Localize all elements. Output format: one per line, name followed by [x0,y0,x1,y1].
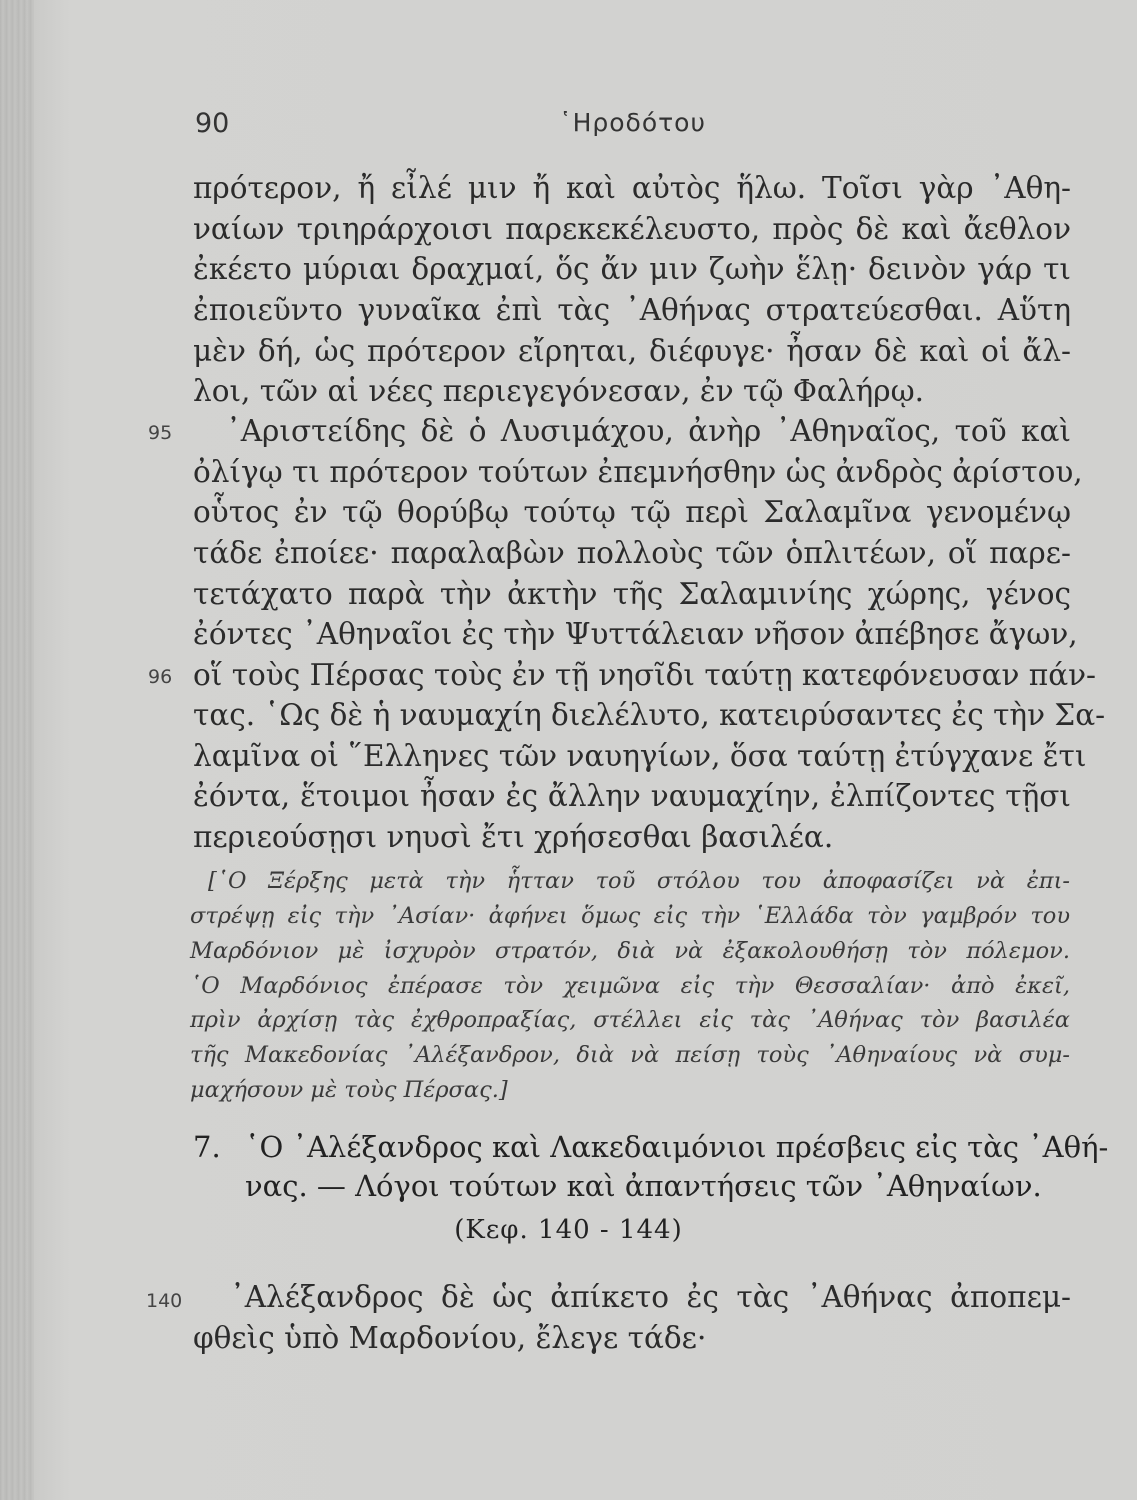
text-line: λοι, τῶν αἱ νέες περιεγεγόνεσαν, ἐν τῷ Φαλήρῳ. [193,374,925,408]
line-number: 96 [148,666,173,688]
text-line: λαμῖνα οἱ ῞Ελληνες τῶν ναυηγίων, ὅσα ταύτῃ ἐτύγχανε ἔτι [193,739,1087,773]
section-title-line: νας. — Λόγοι τούτων καὶ ἀπαντήσεις τῶν ᾿Αθηναίων. [245,1169,1042,1203]
text-line: οὗτος ἐν τῷ θορύβῳ τούτῳ τῷ περὶ Σαλαμῖνα γενομένῳ [193,495,1071,529]
text-line: ἐόντα, ἕτοιμοι ἦσαν ἐς ἄλλην ναυμαχίην, ἐλπίζοντες τῇσι [193,779,1071,813]
text-line: πρότερον, ἤ εἶλέ μιν ἤ καὶ αὐτὸς ἥλω. Τοῖσι γὰρ ᾿Αθη- [193,171,1071,205]
note-line: μαχήσουν μὲ τοὺς Πέρσας.] [190,1077,508,1103]
running-head: ῾Ηροδότου [559,108,706,137]
text-line: ὀλίγῳ τι πρότερον τούτων ἐπεμνήσθην ὡς ἀνδρὸς ἀρίστου, [193,455,1083,489]
text-line: ᾿Αριστείδης δὲ ὁ Λυσιμάχου, ἀνὴρ ᾿Αθηναῖος, τοῦ καὶ [226,414,1071,448]
text-line: μὲν δή, ὡς πρότερον εἴρηται, διέφυγε· ἦσαν δὲ καὶ οἱ ἄλ- [193,334,1071,368]
page-number: 90 [195,108,230,139]
line-number: 140 [146,1290,183,1312]
text-line: τάδε ἐποίεε· παραλαβὼν πολλοὺς τῶν ὁπλιτέων, οἵ παρε- [193,536,1071,570]
note-line: Μαρδόνιον μὲ ἰσχυρὸν στρατόν, διὰ νὰ ἐξακολουθήσῃ τὸν πόλεμον. [190,938,1070,964]
text-line: οἵ τοὺς Πέρσας τοὺς ἐν τῇ νησῖδι ταύτῃ κατεφόνευσαν πάν- [193,658,1097,692]
section-number: 7. [193,1130,221,1164]
note-line: τῆς Μακεδονίας ᾿Αλέξανδρον, διὰ νὰ πείσῃ τοὺς ᾿Αθηναίους νὰ συμ- [190,1042,1070,1068]
line-number: 95 [148,422,173,444]
text-line: ἐόντες ᾿Αθηναῖοι ἐς τὴν Ψυττάλειαν νῆσον ἀπέβησε ἄγων, [193,617,1078,651]
note-line: [῾Ο Ξέρξης μετὰ τὴν ἧτταν τοῦ στόλου του ἀποφασίζει νὰ ἐπι- [208,868,1070,894]
text-line: τετάχατο παρὰ τὴν ἀκτὴν τῆς Σαλαμινίης χώρης, γένος [193,577,1071,611]
text-line: περιεούσῃσι νηυσὶ ἔτι χρήσεσθαι βασιλέα. [193,820,834,854]
text-line: ναίων τριηράρχοισι παρεκεκέλευστο, πρὸς δὲ καὶ ἄεθλον [193,212,1071,246]
page-edge [0,0,34,1500]
text-line: ᾿Αλέξανδρος δὲ ὡς ἀπίκετο ἐς τὰς ᾿Αθήνας ἀποπεμ- [230,1280,1071,1314]
page-header [195,108,1070,144]
text-line: φθεὶς ὑπὸ Μαρδονίου, ἔλεγε τάδε· [193,1321,707,1355]
note-line: πρὶν ἀρχίσῃ τὰς ἐχθροπραξίας, στέλλει εἰς τὰς ᾿Αθήνας τὸν βασιλέα [190,1007,1070,1033]
text-line: ἐποιεῦντο γυναῖκα ἐπὶ τὰς ᾿Αθήνας στρατεύεσθαι. Αὕτη [193,293,1071,327]
section-title-line: ῾Ο ᾿Αλέξανδρος καὶ Λακεδαιμόνιοι πρέσβεις εἰς τὰς ᾿Αθή- [245,1130,1109,1164]
chapter-reference: (Κεφ. 140 - 144) [454,1215,683,1245]
note-line: ῾Ο Μαρδόνιος ἐπέρασε τὸν χειμῶνα εἰς τὴν Θεσσαλίαν· ἀπὸ ἐκεῖ, [190,973,1070,999]
text-line: ἐκέετο μύριαι δραχμαί, ὅς ἄν μιν ζωὴν ἕλῃ· δεινὸν γάρ τι [193,252,1071,286]
note-line: στρέψῃ εἰς τὴν ᾿Ασίαν· ἀφήνει ὅμως εἰς τὴν ῾Ελλάδα τὸν γαμβρόν του [190,903,1070,929]
text-line: τας. ῾Ως δὲ ἡ ναυμαχίη διελέλυτο, κατειρύσαντες ἐς τὴν Σα- [193,698,1106,732]
